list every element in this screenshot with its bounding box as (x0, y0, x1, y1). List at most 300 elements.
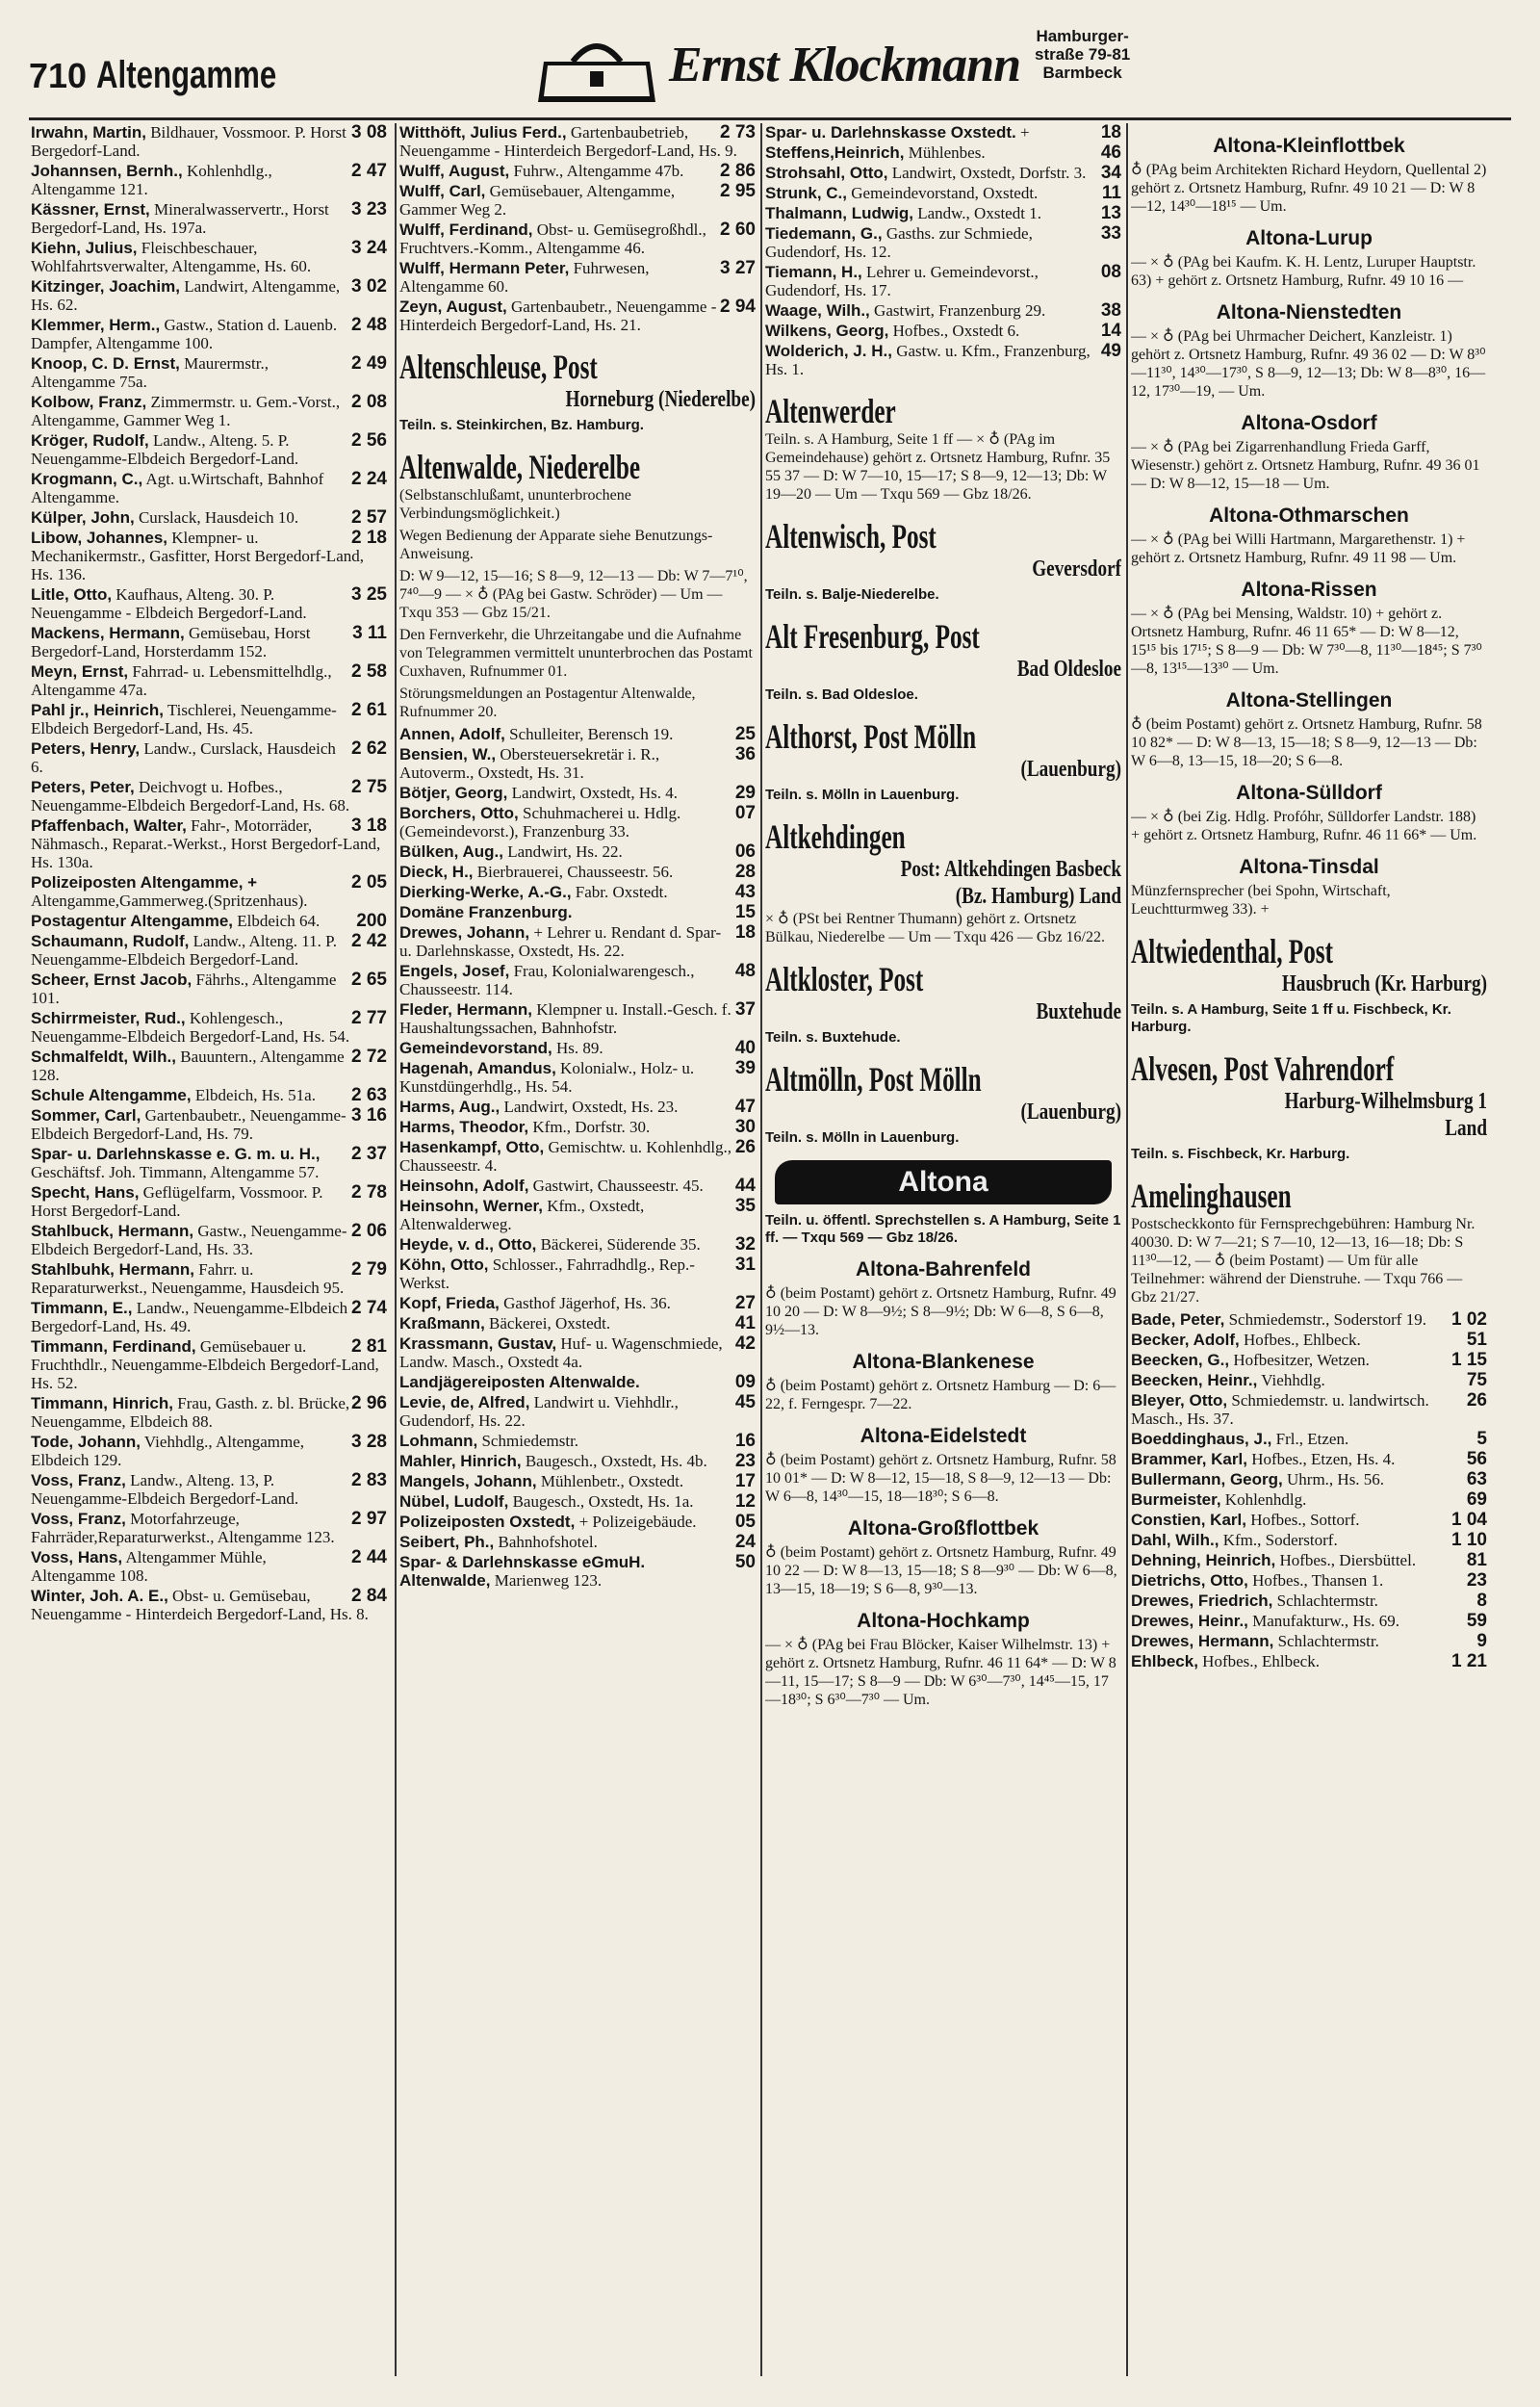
entry-name: Kolbow, Franz, (31, 393, 147, 411)
entry-name: Zeyn, August, (399, 298, 507, 316)
section-post: Hausbruch (Kr. Harburg) (1281, 971, 1487, 996)
section-note: Teiln. s. Fischbeck, Kr. Harburg. (1131, 1146, 1350, 1162)
subsection-text: ♁ (beim Postamt) gehört z. Ortsnetz Hamburg, Rufnr. 58 10 01* — D: W 8—12, 15—18, S 8—9, 12—13 — Db: W 6—8, 14³⁰—15, 18—18³⁰; S 6—8. (765, 1452, 1116, 1505)
phone-number: 8 (1476, 1591, 1487, 1611)
directory-entry (31, 1471, 387, 1508)
entry-name: Boeddinghaus, J., (1131, 1430, 1272, 1448)
section-note: Teiln. s. Buxtehude. (765, 1029, 901, 1046)
entry-name: Schmalfeldt, Wilh., (31, 1048, 176, 1066)
entry-details: Obst- u. Gemüsegroßhdl., Fruchtvers.-Komm., Altengamme 46. (399, 220, 706, 257)
entry-name: Meyn, Ernst, (31, 662, 129, 681)
directory-entry (399, 1000, 756, 1037)
entry-details: Fährhs., Altengamme 101. (31, 971, 337, 1007)
entry-details: Bäckerei, Oxstedt. (489, 1314, 611, 1333)
entry-name: Scheer, Ernst Jacob, (31, 971, 192, 989)
entry-details: Gemischtw. u. Kohlenhdlg., Chausseestr. 4. (399, 1138, 732, 1175)
directory-entry (399, 1059, 756, 1096)
entry-name: Brammer, Karl, (1131, 1450, 1247, 1468)
entry-name: Bade, Peter, (1131, 1310, 1225, 1329)
entry-details: Landwirt, Oxstedt, Hs. 23. (503, 1098, 679, 1116)
phone-number: 17 (734, 1471, 756, 1491)
advertisement-logo (534, 27, 1054, 114)
phone-number: 2 84 (351, 1586, 387, 1606)
entry-name: Klemmer, Herm., (31, 316, 161, 334)
phone-number: 2 42 (351, 931, 387, 951)
entry-name: Schaumann, Rudolf, (31, 932, 190, 950)
entry-details: Schlosser., Fahrradhdlg., Rep.-Werkst. (399, 1255, 695, 1292)
subsection-title: Altona-Osdorf (1241, 412, 1377, 434)
phone-number: 2 08 (351, 392, 387, 412)
entry-name: Levie, de, Alfred, (399, 1393, 530, 1411)
entry-name: Kraßmann, (399, 1314, 485, 1333)
entry-details: Gartenbaubetr., Neuengamme-Elbdeich Bergedorf-Land, Hs. 79. (31, 1106, 346, 1143)
entry-details: Gemüsebauer, Altengamme, Gammer Weg 2. (399, 182, 676, 219)
directory-entry (765, 184, 1121, 202)
entry-name: Kopf, Frieda, (399, 1294, 500, 1312)
directory-entry (31, 1587, 387, 1623)
phone-number: 3 16 (351, 1105, 387, 1126)
entry-name: Landjägereiposten Altenwalde. (399, 1373, 640, 1391)
entry-details: Baugesch., Oxstedt, Hs. 1a. (512, 1492, 694, 1511)
entry-details: Gemüsebauer u. Fruchthdlr., Neuengamme-Elbdeich Bergedorf-Land, Hs. 52. (31, 1337, 379, 1392)
entry-name: Winter, Joh. A. E., (31, 1587, 168, 1605)
entry-name: Pfaffenbach, Walter, (31, 816, 187, 835)
phone-number: 1 21 (1451, 1651, 1487, 1671)
phone-number: 1 15 (1451, 1350, 1487, 1370)
directory-entry (31, 316, 387, 352)
directory-entry (399, 1513, 756, 1531)
entry-details: Schmiedemstr. (481, 1432, 579, 1450)
entry-name: Drewes, Hermann, (1131, 1632, 1274, 1650)
directory-entry (765, 301, 1121, 320)
directory-entry (1131, 1391, 1487, 1428)
phone-number: 2 75 (351, 777, 387, 797)
entry-name: Polizeiposten Oxstedt, (399, 1513, 576, 1531)
directory-entry (31, 1183, 387, 1220)
entry-name: Tode, Johann, (31, 1433, 141, 1451)
entry-name: Heinsohn, Werner, (399, 1197, 543, 1215)
phone-number: 2 72 (351, 1047, 387, 1067)
phone-number: 200 (356, 911, 387, 931)
phone-number: 2 61 (351, 700, 387, 720)
section-title: Altenwalde, Niederelbe (399, 448, 641, 486)
section-title: Alt Fresenburg, Post (765, 617, 980, 656)
entry-details: Hofbes., Sottorf. (1250, 1511, 1360, 1529)
column-divider (395, 123, 397, 2376)
subsection-title: Altona-Bahrenfeld (855, 1258, 1031, 1281)
entry-details: Mineralwasservertr., Horst Bergedorf-Land, Hs. 197a. (31, 200, 329, 237)
entry-name: Peters, Peter, (31, 778, 135, 796)
phone-number: 30 (734, 1117, 756, 1137)
phone-number: 33 (1100, 223, 1121, 244)
entry-details: Schmiedemstr. u. landwirtsch. Masch., Hs. 37. (1131, 1391, 1429, 1428)
phone-number: 75 (1466, 1370, 1487, 1390)
column-1 (31, 123, 387, 2381)
entry-details: Gastwirt, Chausseestr. 45. (532, 1177, 704, 1195)
entry-details: Kohlenhdlg. (1224, 1490, 1307, 1509)
subsection-title: Altona-Sülldorf (1236, 782, 1382, 804)
section-title: Althorst, Post Mölln (765, 717, 977, 756)
phone-number: 2 94 (720, 297, 756, 317)
phone-number: 2 37 (351, 1144, 387, 1164)
entry-name: Dierking-Werke, A.-G., (399, 883, 572, 901)
entry-name: Mahler, Hinrich, (399, 1452, 522, 1470)
entry-details: Kaufhaus, Alteng. 30. P. Neuengamme - Elbdeich Bergedorf-Land. (31, 585, 307, 622)
phone-number: 81 (1466, 1550, 1487, 1570)
entry-details: Landw., Oxstedt 1. (917, 204, 1041, 222)
entry-details: Fabr. Oxstedt. (575, 883, 668, 901)
text-line: Störungsmeldungen an Postagentur Altenwalde, Rufnummer 20. (399, 686, 696, 720)
directory-entry (31, 816, 387, 871)
directory-entry (399, 962, 756, 998)
section-post: Buxtehude (1036, 999, 1121, 1024)
entry-details: Hofbes., Thansen 1. (1252, 1571, 1384, 1590)
entry-details: Geschäftsf. Joh. Timmann, Altengamme 57. (31, 1163, 320, 1181)
entry-name: Timmann, Hinrich, (31, 1394, 173, 1412)
column-divider (1126, 123, 1128, 2376)
entry-name: Wulff, Carl, (399, 182, 486, 200)
entry-name: Heinsohn, Adolf, (399, 1177, 529, 1195)
section-post: Land (1445, 1116, 1487, 1141)
entry-name: Köhn, Otto, (399, 1255, 489, 1274)
entry-details: Kfm., Dorfstr. 30. (532, 1118, 651, 1136)
entry-name: Tiedemann, G., (765, 224, 883, 243)
subsection-title: Altona-Tinsdal (1239, 856, 1379, 878)
directory-entry (1131, 1652, 1487, 1670)
directory-entry (31, 739, 387, 776)
phone-number: 3 23 (351, 199, 387, 220)
directory-entry (1131, 1430, 1487, 1448)
phone-number: 48 (734, 961, 756, 981)
section-post: Bad Oldesloe (1016, 657, 1121, 682)
directory-entry (31, 1048, 387, 1084)
phone-number: 3 27 (720, 258, 756, 278)
entry-details: Kohlengesch., Neuengamme-Elbdeich Bergedorf-Land, Hs. 54. (31, 1009, 350, 1046)
phone-number: 1 02 (1451, 1309, 1487, 1330)
entry-name: Ehlbeck, (1131, 1652, 1198, 1670)
phone-number: 2 73 (720, 123, 756, 142)
entry-details: Manufakturw., Hs. 69. (1252, 1612, 1399, 1630)
entry-name: Hagenah, Amandus, (399, 1059, 556, 1077)
phone-number: 44 (734, 1176, 756, 1196)
subsection-text: ♁ (beim Postamt) gehört z. Ortsnetz Hamburg — D: 6—22, f. Ferngespr. 7—22. (765, 1378, 1116, 1412)
directory-entry (765, 204, 1121, 222)
entry-name: Drewes, Heinr., (1131, 1612, 1248, 1630)
directory-entry (399, 1553, 756, 1590)
subsection-title: Altona-Stellingen (1225, 689, 1393, 712)
subsection-title: Altona-Eidelstedt (860, 1425, 1027, 1447)
directory-entry (1131, 1551, 1487, 1569)
phone-number: 37 (734, 999, 756, 1020)
entry-name: Külper, John, (31, 508, 135, 527)
directory-entry (399, 1118, 756, 1136)
phone-number: 14 (1100, 321, 1121, 341)
phone-number: 56 (1466, 1449, 1487, 1469)
phone-number: 09 (734, 1372, 756, 1392)
directory-entry (31, 701, 387, 738)
phone-number: 50 (734, 1552, 756, 1572)
entry-name: Voss, Hans, (31, 1548, 123, 1566)
entry-details: Landwirt, Oxstedt, Dorfstr. 3. (891, 164, 1087, 182)
entry-details: Schulleiter, Berensch 19. (509, 725, 674, 743)
phone-number: 1 10 (1451, 1530, 1487, 1550)
entry-name: Thalmann, Ludwig, (765, 204, 913, 222)
column-4 (1131, 123, 1487, 2381)
entry-name: Litle, Otto, (31, 585, 113, 604)
section-note: Teiln. s. Mölln in Lauenburg. (765, 1129, 960, 1146)
phone-number: 51 (1466, 1330, 1487, 1350)
directory-entry (31, 393, 387, 429)
directory-entry (399, 1492, 756, 1511)
phone-number: 2 57 (351, 507, 387, 528)
directory-entry (1131, 1490, 1487, 1509)
entry-details: Gartenbaubetr., Neuengamme - Hinterdeich Bergedorf-Land, Hs. 21. (399, 298, 717, 334)
entry-details: Bauuntern., Altengamme 128. (31, 1048, 345, 1084)
phone-number: 27 (734, 1293, 756, 1313)
phone-number: 2 74 (351, 1298, 387, 1318)
entry-name: Kitzinger, Joachim, (31, 277, 180, 296)
directory-entry (399, 842, 756, 861)
directory-entry (31, 873, 387, 910)
section-post: Geversdorf (1032, 556, 1121, 582)
entry-details: Elbdeich, Hs. 51a. (194, 1086, 316, 1104)
phone-number: 3 11 (352, 623, 387, 643)
directory-entry (31, 1145, 387, 1181)
phone-number: 2 65 (351, 970, 387, 990)
entry-details: Fahr-, Motorräder, Nähmasch., Reparat.-Werkst., Horst Bergedorf-Land, Hs. 130a. (31, 816, 381, 871)
entry-name: Strunk, C., (765, 184, 848, 202)
directory-entry (399, 1177, 756, 1195)
directory-entry (1131, 1511, 1487, 1529)
directory-entry (31, 912, 387, 930)
directory-entry (765, 322, 1121, 340)
entry-details: Gemüsebau, Horst Bergedorf-Land, Horsterdamm 152. (31, 624, 311, 660)
subsection-text: ♁ (beim Postamt) gehört z. Ortsnetz Hamburg, Rufnr. 49 10 22 — D: W 8—13, 15—18; S 8—9³⁰ — Db: W 6—8, 13—15, 18—19; S 6—8, 9³⁰—13. (765, 1544, 1117, 1597)
section-note: Teiln. s. Steinkirchen, Bz. Hamburg. (399, 417, 644, 433)
section-text: Postscheckkonto für Fernsprechgebühren: Hamburg Nr. 40030. D: W 7—21; S 7—10, 12—13, 16—18; Db: S 11³⁰—12, — ♁ (beim Postamt) — Um für alle Teilnehmer: während der Dienstruhe. — Txqu 766 — Gbz 21/27. (1131, 1216, 1476, 1306)
entry-details: Bierbrauerei, Chausseestr. 56. (476, 863, 674, 881)
directory-entry (31, 162, 387, 198)
entry-name: Mangels, Johann, (399, 1472, 537, 1490)
directory-entry (399, 1138, 756, 1175)
phone-number: 23 (734, 1451, 756, 1471)
entry-details: Hofbes., Oxstedt 6. (892, 322, 1020, 340)
phone-number: 31 (734, 1255, 756, 1275)
phone-number: 24 (734, 1532, 756, 1552)
section-title: Altenwerder (765, 392, 896, 430)
directory-entry (399, 903, 756, 921)
directory-entry (31, 1106, 387, 1143)
section-title: Altkehdingen (765, 817, 906, 856)
phone-number: 32 (734, 1234, 756, 1255)
phone-number: 49 (1100, 341, 1121, 361)
entry-name: Fleder, Hermann, (399, 1000, 532, 1019)
entry-details: Obst- u. Gemüsebau, Neuengamme - Hinterdeich Bergedorf-Land, Hs. 8. (31, 1587, 369, 1623)
directory-entry (765, 164, 1121, 182)
subsection-title: Altona-Kleinflottbek (1213, 135, 1405, 157)
directory-entry (31, 470, 387, 506)
entry-details: Gasthof Jägerhof, Hs. 36. (503, 1294, 671, 1312)
phone-number: 2 96 (351, 1393, 387, 1413)
entry-name: Spar- u. Darlehnskasse e. G. m. u. H., (31, 1145, 321, 1163)
entry-details: Fahrr. u. Reparaturwerkst., Neuengamme, Hausdeich 95. (31, 1260, 345, 1297)
section-post: Harburg-Wilhelmsburg 1 (1284, 1089, 1487, 1114)
subsection-title: Altona-Nienstedten (1216, 301, 1402, 324)
entry-name: Kiehn, Julius, (31, 239, 138, 257)
entry-details: Elbdeich 64. (237, 912, 321, 930)
entry-details: Bahnhofshotel. (498, 1533, 598, 1551)
entry-list (399, 725, 756, 1590)
entry-name: Libow, Johannes, (31, 529, 167, 547)
entry-details: Kfm., Soderstorf. (1222, 1531, 1338, 1549)
phone-number: 40 (734, 1038, 756, 1058)
entry-details: Frau, Gasth. z. bl. Brücke, Neuengamme, Elbdeich 88. (31, 1394, 350, 1431)
directory-entry (399, 1393, 756, 1430)
entry-details: Fahrrad- u. Lebensmittelhdlg., Altengamme 47a. (31, 662, 332, 699)
directory-entry (399, 1314, 756, 1333)
directory-entry (31, 1510, 387, 1546)
directory-entry (399, 784, 756, 802)
entry-details: Geflügelfarm, Vossmoor. P. Horst Bergedorf-Land. (31, 1183, 323, 1220)
entry-name: Dietrichs, Otto, (1131, 1571, 1248, 1590)
entry-details: Landw., Neuengamme-Elbdeich Bergedorf-Land, Hs. 49. (31, 1299, 348, 1335)
entry-details: Landwirt, Hs. 22. (507, 842, 623, 861)
directory-entry (31, 1260, 387, 1297)
text-line: Wegen Bedienung der Apparate siehe Benutzungs-Anweisung. (399, 528, 713, 562)
entry-details: Landwirt u. Viehhdlr., Gudendorf, Hs. 22. (399, 1393, 679, 1430)
phone-number: 18 (1100, 123, 1121, 142)
entry-details: Landwirt, Altengamme, Hs. 62. (31, 277, 341, 314)
entry-list (399, 123, 756, 334)
subsection-title: Altona-Blankenese (852, 1351, 1035, 1373)
entry-name: Beecken, Heinr., (1131, 1371, 1258, 1389)
phone-number: 5 (1476, 1429, 1487, 1449)
phone-number: 2 06 (351, 1221, 387, 1241)
directory-entry (399, 725, 756, 743)
entry-name: Wulff, August, (399, 162, 510, 180)
directory-entry (399, 1472, 756, 1490)
entry-details: Mühlenbetr., Oxstedt. (540, 1472, 684, 1490)
directory-entry (1131, 1531, 1487, 1549)
entry-name: Wulff, Ferdinand, (399, 220, 533, 239)
entry-name: Becker, Adolf, (1131, 1331, 1240, 1349)
entry-name: Strohsahl, Otto, (765, 164, 888, 182)
entry-name: Heyde, v. d., Otto, (399, 1235, 537, 1254)
entry-name: Irwahn, Martin, (31, 123, 146, 142)
directory-entry (765, 342, 1121, 378)
subsection-text: — × ♁ (PAg bei Kaufm. K. H. Lentz, Luruper Hauptstr. 63) + gehört z. Ortsnetz Hamburg, Rufnr. 49 10 16 — (1131, 254, 1476, 289)
phone-number: 3 25 (351, 584, 387, 605)
entry-details: Klempner- u. Mechanikermstr., Gasfitter, Horst Bergedorf-Land, Hs. 136. (31, 529, 364, 583)
phone-number: 15 (734, 902, 756, 922)
phone-number: 2 83 (351, 1470, 387, 1490)
phone-number: 47 (734, 1097, 756, 1117)
entry-name: Bensien, W., (399, 745, 497, 764)
entry-details: Uhrm., Hs. 56. (1287, 1470, 1385, 1488)
directory-entry (399, 1373, 756, 1391)
entry-details: Frau, Kolonialwarengesch., Chausseestr. 114. (399, 962, 695, 998)
phone-number: 2 24 (351, 469, 387, 489)
entry-details: Gastwirt, Franzenburg 29. (874, 301, 1046, 320)
subsection-text: — × ♁ (PAg bei Willi Hartmann, Margarethenstr. 1) + gehört z. Ortsnetz Hamburg, Rufnr. 49 11 98 — Um. (1131, 531, 1466, 566)
entry-list (765, 123, 1121, 378)
phone-number: 29 (734, 783, 756, 803)
entry-name: Mackens, Hermann, (31, 624, 185, 642)
entry-details: Gastw., Station d. Lauenb. Dampfer, Altengamme 100. (31, 316, 338, 352)
entry-details: Schuhmacherei u. Hdlg. (Gemeindevorst.), Franzenburg 33. (399, 804, 681, 841)
phone-number: 38 (1100, 300, 1121, 321)
phone-number: 2 62 (351, 738, 387, 759)
directory-entry (31, 239, 387, 275)
entry-details: Landwirt, Oxstedt, Hs. 4. (511, 784, 679, 802)
entry-name: Witthöft, Julius Ferd., (399, 123, 567, 142)
subsection-text: — × ♁ (PAg bei Frau Blöcker, Kaiser Wilhelmstr. 13) + gehört z. Ortsnetz Hamburg, Rufnr. 46 11 64* — D: W 8—11, 15—17; S 8—9 — Db: W 6³⁰—7³⁰, 14⁴⁵—15, 17—18³⁰; S 6³⁰—7³⁰ — Um. (765, 1637, 1116, 1708)
entry-details: Landw., Curslack, Hausdeich 6. (31, 739, 336, 776)
section-title: Altenschleuse, Post (399, 348, 598, 386)
section-note: Teiln. s. Bad Oldesloe. (765, 686, 918, 703)
phone-number: 34 (1100, 163, 1121, 183)
phone-number: 2 18 (351, 528, 387, 548)
entry-details: Hs. 89. (555, 1039, 603, 1057)
entry-details: Marienweg 123. (494, 1571, 603, 1590)
address-line: Hamburger- (1036, 27, 1129, 45)
entry-name: Sommer, Carl, (31, 1106, 141, 1125)
entry-name: Gemeindevorstand, (399, 1039, 552, 1057)
entry-name: Nübel, Ludolf, (399, 1492, 509, 1511)
subsection-text: ♁ (PAg beim Architekten Richard Heydorn, Quellental 2) gehört z. Ortsnetz Hamburg, Rufnr. 49 10 21 — D: W 8—12, 14³⁰—18¹⁵ — Um. (1131, 162, 1487, 215)
subsection-list (765, 1258, 1121, 1709)
entry-details: Curslack, Hausdeich 10. (138, 508, 299, 527)
entry-name: Constien, Karl, (1131, 1511, 1246, 1529)
phone-number: 39 (734, 1058, 756, 1078)
entry-name: Bötjer, Georg, (399, 784, 508, 802)
section-title: Altenwisch, Post (765, 517, 937, 556)
directory-entry (399, 123, 756, 160)
directory-entry (1131, 1371, 1487, 1389)
section-post: Horneburg (Niederelbe) (565, 387, 756, 412)
entry-name: Schule Altengamme, (31, 1086, 192, 1104)
entry-details: Viehhdlg., Altengamme, Elbdeich 129. (31, 1433, 305, 1469)
entry-name: Bullermann, Georg, (1131, 1470, 1283, 1488)
phone-number: 23 (1466, 1570, 1487, 1591)
section-title: Alvesen, Post Vahrendorf (1131, 1049, 1395, 1088)
directory-entry (399, 1235, 756, 1254)
directory-entry (399, 1533, 756, 1551)
directory-entry (399, 1197, 756, 1233)
entry-name: Drewes, Johann, (399, 923, 530, 942)
entry-name: Wolderich, J. H., (765, 342, 892, 360)
phone-number: 2 48 (351, 315, 387, 335)
entry-name: Lohmann, (399, 1432, 478, 1450)
section-title: Altmölln, Post Mölln (765, 1060, 982, 1099)
entry-name: Seibert, Ph., (399, 1533, 495, 1551)
entry-details: Hofbes., Ehlbeck. (1244, 1331, 1361, 1349)
phone-number: 59 (1466, 1611, 1487, 1631)
entry-name: Timmann, E., (31, 1299, 133, 1317)
directory-entry (1131, 1331, 1487, 1349)
entry-name: Postagentur Altengamme, (31, 912, 234, 930)
logo-text: Ernst Klockmann (669, 38, 1021, 92)
phone-number: 69 (1466, 1489, 1487, 1510)
directory-entry (1131, 1592, 1487, 1610)
phone-number: 63 (1466, 1469, 1487, 1489)
entry-name: Wilkens, Georg, (765, 322, 889, 340)
entry-name: Burmeister, (1131, 1490, 1221, 1509)
phone-number: 26 (734, 1137, 756, 1157)
directory-entry (1131, 1571, 1487, 1590)
address-line: Barmbeck (1042, 64, 1122, 82)
entry-name: Engels, Josef, (399, 962, 510, 980)
